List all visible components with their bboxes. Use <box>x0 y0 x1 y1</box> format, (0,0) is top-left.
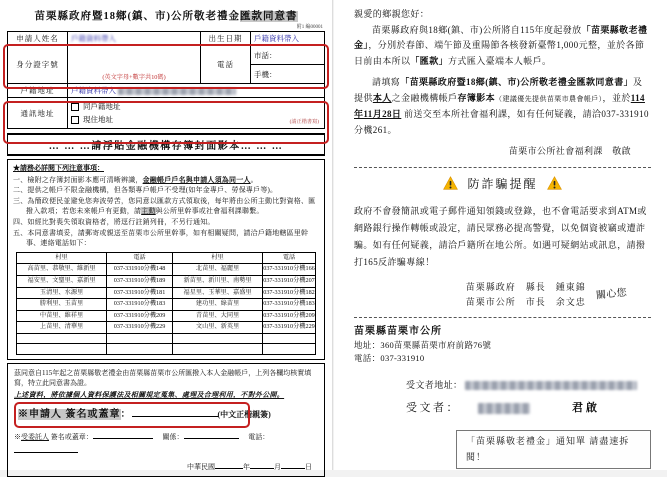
mailing-address-label: 通訊地址 <box>8 98 68 129</box>
fraud-alert-body: 政府不會發簡訊或電子郵件通知領錢或登錄，也不會電話要求到ATM或網路銀行操作轉帳或設定，請民眾務必提高警覺，以免個資被竊或遭詐騙。如有任何疑義，請洽戶籍所在地公所。如遇可疑網站或訊息，請撥打165反詐騙專線！ <box>354 206 647 267</box>
dob-value: 戶籍資料帶入 <box>254 34 299 43</box>
id-format-note: (英文字母+數字共10碼) <box>102 74 166 81</box>
self-emphasis: 本人 <box>372 92 392 103</box>
paragraph-text: 苗栗縣政府與18鄉(鎮、市)公所將自115年度起發放 <box>372 24 582 35</box>
village-cell: 福安里、文聖里、嘉新里 <box>17 275 107 287</box>
delegate-phone-label: 電話： <box>248 433 270 442</box>
phone-cell <box>107 333 173 344</box>
table-row <box>17 322 316 334</box>
phone-cell <box>263 344 316 355</box>
current-address-checkbox[interactable] <box>71 116 79 124</box>
phone-cell: 037-331910分機229 <box>107 322 173 334</box>
id-label: 身分證字號 <box>8 46 68 84</box>
redacted-address <box>118 88 236 95</box>
gift-name-emphasis: 「苗栗縣敬老禮金」 <box>354 24 648 50</box>
office-phone: 電話：037-331910 <box>354 353 425 363</box>
note-text: 三、為簡政便民並避免您奔波勞苦，您同意以匯款方式領取後，每年將由公所主動比對資格、匯撥入款項；若您未來帳戶有更動，請 <box>13 196 316 216</box>
phone-cell: 037-331910分機209 <box>107 310 173 322</box>
paragraph-text: 前送交至本所社會福利課，如有任何疑義，請洽037-331910分機261。 <box>354 109 649 135</box>
phone-cell: 037-331910分機229 <box>263 322 316 334</box>
note-item-4: 四、如經比對喪失領取資格者，將逕行註銷列冊，不另行通知。 <box>13 217 215 226</box>
phone-cell: 037-331910分機183 <box>263 299 316 311</box>
phone-cell: 037-331910分機166 <box>263 264 316 276</box>
signoff-block <box>354 280 627 310</box>
phone-cell <box>263 333 316 344</box>
form-name-emphasis: 「苗栗縣政府暨18鄉(鎮、市)公所敬老禮金匯款同意書」 <box>400 77 633 87</box>
note-text: 。 <box>250 175 258 184</box>
table-row <box>8 46 325 65</box>
note-item-5: 五、本同意書填妥，請郵寄或親送至苗栗市公所里幹事，如有相關疑問，請洽戶籍地轄區里幹事、連絡電話如下： <box>13 228 309 248</box>
note-emphasis: 金融帳戶戶名與申請人須為同一人 <box>142 175 251 184</box>
village-cell: 文山里、新英里 <box>173 322 263 334</box>
village-cell <box>173 333 263 344</box>
village-cell: 建功里、綠苗里 <box>173 299 263 311</box>
column-header: 電話 <box>263 252 316 264</box>
recipient-address-row <box>406 378 651 394</box>
relation-label: 關係： <box>162 433 184 442</box>
phone-mobile-field[interactable]: 手機： <box>251 65 325 84</box>
applicant-signature-blank[interactable] <box>132 407 218 417</box>
table-row <box>8 84 325 98</box>
year-label: 年 <box>243 463 250 472</box>
phone-cell: 037-331910分機181 <box>107 287 173 299</box>
date-row <box>14 459 318 473</box>
paragraph-text: 之金融機構帳戶 <box>391 92 458 103</box>
same-as-registered-checkbox[interactable] <box>71 103 79 111</box>
office-name: 苗栗縣苗栗市公所 <box>354 326 442 337</box>
paragraph-text: 及提供 <box>354 77 643 103</box>
form-title-main: 苗栗縣政府暨18鄉(鎮、市)公所敬老禮金 <box>34 11 240 22</box>
dashed-divider <box>354 167 651 168</box>
warning-triangle-icon <box>547 176 562 195</box>
consent-form-page <box>0 0 333 470</box>
table-row <box>17 333 316 344</box>
redacted-recipient-name <box>478 403 530 414</box>
recipient-address-label: 受文者地址： <box>406 380 463 390</box>
village-cell: 福星里、玉華里、嘉盛里 <box>173 287 263 299</box>
applicant-signature-row <box>18 407 318 425</box>
dob-field[interactable] <box>251 32 325 46</box>
paragraph-text: 方式匯入臺端本人帳戶。 <box>448 55 552 66</box>
id-field[interactable] <box>68 46 201 84</box>
same-as-registered-label: 同戶籍地址 <box>83 102 121 111</box>
table-row <box>17 264 316 276</box>
letter-sender: 苗栗市公所社會福利課 敬啟 <box>508 146 631 156</box>
village-cell <box>173 344 263 355</box>
form-title-highlight: 匯款同意書 <box>240 11 298 22</box>
recipient-suffix: 君啟 <box>572 401 600 414</box>
year-blank[interactable] <box>215 459 243 469</box>
delegate-label: 受委託人 <box>21 433 49 442</box>
delegate-signature-row <box>14 429 318 456</box>
privacy-statement: 上述資料，將依據個人資料保護法及相關規定蒐集、處理及合理利用，不對外公開。 <box>14 390 285 399</box>
phone-home-field[interactable]: 市話： <box>251 46 325 65</box>
village-cell <box>17 344 107 355</box>
office-address: 地址：360苗栗縣苗栗市府前路76號 <box>354 340 492 350</box>
village-cell: 青苗里、大同里 <box>173 310 263 322</box>
paste-passbook-band: … … …請浮貼金融機構存簿封面影本… … … <box>7 133 325 156</box>
column-header: 村里 <box>173 252 263 264</box>
notification-letter-page <box>334 0 667 470</box>
recipient-label: 受文者： <box>406 401 460 414</box>
applicant-sign-note: (中文正楷親簽) <box>217 410 271 420</box>
village-cell: 勝利里、玉苗里 <box>17 299 107 311</box>
table-row <box>17 287 316 299</box>
table-row <box>17 310 316 322</box>
delegate-signature-blank[interactable] <box>93 429 153 439</box>
phone-cell: 037-331910分機148 <box>107 264 173 276</box>
month-label: 月 <box>274 463 281 472</box>
fraud-alert-title: 防詐騙提醒 <box>467 177 538 191</box>
bank-suggestion-note: （建議優先提供苗栗市農會帳戶） <box>495 94 603 103</box>
registered-address-label: 戶籍地址 <box>8 84 68 98</box>
current-address-label: 現住地址 <box>83 115 113 124</box>
paragraph-text: ，並於 <box>602 92 631 103</box>
phone-cell: 037-331910分機182 <box>263 287 316 299</box>
mailing-address-field <box>68 98 325 129</box>
open-promptly-notice: 「苗栗縣敬老禮金」通知單 請盡速拆閱！ <box>456 430 651 469</box>
village-cell: 上苗里、清華里 <box>17 322 107 334</box>
registered-address-value: 戶籍資料帶入 <box>71 86 116 95</box>
recipient-row <box>406 401 651 417</box>
relation-blank[interactable] <box>184 429 239 439</box>
form-title <box>7 10 325 24</box>
remittance-emphasis: 「匯款」 <box>410 55 449 66</box>
applicant-info-table <box>7 31 325 129</box>
village-cell: 新苗里、新川里、南勢里 <box>173 275 263 287</box>
note-text: 一、檢附之存簿封面影本應可清晰辨識， <box>13 175 143 184</box>
table-header-row <box>17 252 316 264</box>
day-label: 日 <box>305 463 312 472</box>
phone-cell: 037-331910分機207 <box>263 275 316 287</box>
table-row <box>8 32 325 46</box>
dashed-divider <box>354 317 651 318</box>
name-field[interactable] <box>68 32 201 46</box>
applicant-sign-label: ※申請人 簽名或蓋章 <box>18 409 121 421</box>
notes-section <box>7 159 325 360</box>
delegate-prefix: ※ <box>14 433 21 442</box>
table-row <box>17 299 316 311</box>
era-label: 中華民國 <box>187 463 215 472</box>
column-header: 電話 <box>107 252 173 264</box>
form-ref-number: 附1 編00001 <box>296 25 323 30</box>
phone-label: 電話 <box>201 46 251 84</box>
phone-cell: 037-331910分機183 <box>107 299 173 311</box>
column-header: 村里 <box>17 252 107 264</box>
delegate-phone-blank[interactable] <box>14 443 78 453</box>
name-label: 申請人姓名 <box>8 32 68 46</box>
dob-label: 出生日期 <box>201 32 251 46</box>
table-row <box>17 275 316 287</box>
redacted-recipient-address <box>465 381 637 390</box>
paragraph-text: ，分別於春節、端午節及重陽節各核發新臺幣1,000元整，並於各節日前由本所以 <box>354 40 645 66</box>
colon: ： <box>120 409 132 421</box>
table-row <box>8 98 325 129</box>
signoff-county: 苗栗縣政府 縣長 鍾東錦 <box>465 282 586 292</box>
day-blank[interactable] <box>281 459 305 469</box>
letter-greeting: 親愛的鄉親您好： <box>354 9 430 19</box>
note-item-3 <box>13 196 319 217</box>
name-value: 戶籍資料帶入 <box>71 34 116 43</box>
table-row <box>17 344 316 355</box>
consent-signature-section <box>7 363 325 477</box>
passbook-emphasis: 存簿影本 <box>457 92 496 103</box>
phone-cell: 037-331910分機189 <box>107 275 173 287</box>
note-item-1 <box>13 175 319 186</box>
note-highlight: 主動 <box>141 207 156 216</box>
village-contact-table <box>16 252 316 355</box>
signoff-care: 關心您 <box>595 287 628 302</box>
village-cell: 高苗里、恭敬里、維新里 <box>17 264 107 276</box>
fraud-alert-title-row <box>354 176 651 195</box>
signoff-city: 苗栗市公所 市長 余文忠 <box>465 297 586 307</box>
office-block <box>354 324 651 365</box>
consent-statement: 茲同意自115年起之苗栗縣敬老禮金由苗栗縣苗栗市公所匯撥入本人金融帳戶，上列各欄均核實填寫，特立此同意書為證。 <box>14 368 312 388</box>
registered-address-field[interactable] <box>68 84 325 98</box>
month-blank[interactable] <box>250 459 274 469</box>
delegate-label-rest: 簽名或蓋章： <box>49 433 93 442</box>
village-cell: 中苗里、維祥里 <box>17 310 107 322</box>
letter-paragraph-2 <box>354 75 651 138</box>
village-cell <box>17 333 107 344</box>
note-item-2: 二、提供之帳戶不限金融機構，但各類專戶帳戶不受理(如年金專戶、勞保專戶等)。 <box>13 186 278 195</box>
note-text: 與公所里幹事或社會福利課聯繫。 <box>155 207 264 216</box>
mailing-note: (請正楷書寫) <box>289 119 319 125</box>
notes-title: ★請務必詳閱下列注意事項： <box>13 164 104 172</box>
letter-paragraph-1 <box>354 23 651 70</box>
village-cell: 北苗里、福麗里 <box>173 264 263 276</box>
phone-cell: 037-331910分機209 <box>263 310 316 322</box>
warning-triangle-icon <box>443 176 458 195</box>
deadline-emphasis: 114年11月28日 <box>354 92 645 119</box>
phone-cell <box>107 344 173 355</box>
paragraph-text: 請填寫 <box>372 77 401 87</box>
village-cell: 玉清里、水源里 <box>17 287 107 299</box>
